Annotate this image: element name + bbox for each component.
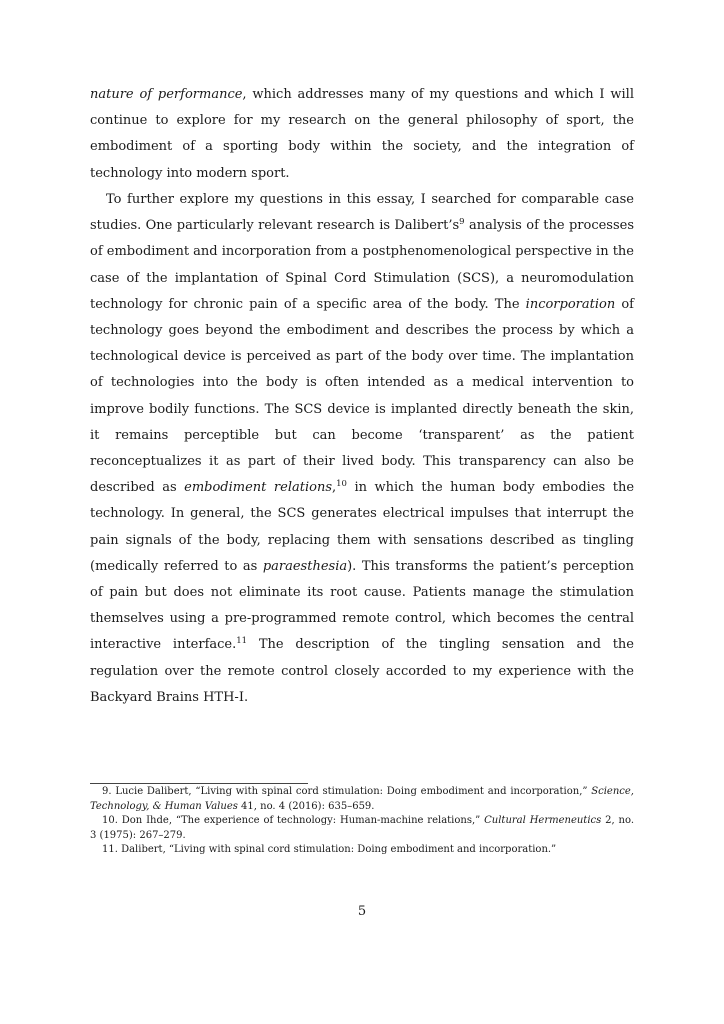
footnote-ref-11[interactable]: 11 bbox=[236, 636, 248, 647]
footnote-9 bbox=[90, 785, 634, 814]
footnote-ref-10[interactable]: 10 bbox=[336, 479, 347, 490]
paragraph-2-sentence-1: To further explore my questions in this essay, I searched for comparable case studies. One particularly relevant research is Dalibert’s bbox=[90, 192, 634, 234]
footnote-9-tail: 41, no. 4 (2016): 635–659. bbox=[237, 800, 375, 812]
footnote-ref-9[interactable]: 9 bbox=[459, 217, 465, 228]
page-number: 5 bbox=[357, 904, 367, 919]
footnote-10-tail: 2, no. 3 (1975): 267–279. bbox=[90, 815, 634, 841]
footnote-10-journal: Cultural Hermeneutics bbox=[484, 815, 602, 826]
paragraph-2-sentence-2: analysis of the processes of embodiment and incorporation from a postphenomenological perspective in the case of the implantation of Spinal Cord Stimulation (SCS), a neuromodulation technology for chronic pain of a specific area of the body. The bbox=[90, 218, 634, 312]
footnote-9-journal: Science, Technology, & Human Values bbox=[90, 786, 634, 812]
footnote-divider bbox=[90, 783, 308, 784]
footnotes bbox=[90, 785, 634, 858]
emphasis-incorporation: incorporation bbox=[525, 296, 616, 312]
footnote-11 bbox=[90, 843, 634, 858]
paragraph-2-sentence-7: The description of the tingling sensation and the regulation over the remote control closely accorded to my experience with the Backyard Brains HTH-I. bbox=[90, 637, 634, 705]
paragraph-2-sentence-5: in which the human body embodies the technology. In general, the SCS generates electrical impulses that interrupt the pain signals of the body, replacing them with sensations described as tingling (medically referred to as bbox=[90, 480, 635, 574]
footnote-11-text: 11. Dalibert, “Living with spinal cord stimulation: Doing embodiment and incorporation.” bbox=[102, 844, 557, 855]
emphasis-embodiment-relations: embodiment relations bbox=[184, 480, 332, 496]
body-paragraph-1 bbox=[90, 82, 634, 187]
emphasis-paraesthesia: paraesthesia bbox=[262, 558, 348, 574]
paragraph-2-sentence-6: ). This transforms the patient’s perception of pain but does not eliminate its root cause. Patients manage the stimulation themselves using a pre-programmed remote control, which becomes the central interactive interface. bbox=[90, 558, 634, 653]
footnote-10-text: 10. Don Ihde, “The experience of technology: Human-machine relations,” bbox=[102, 815, 485, 826]
paragraph-2-comma: , bbox=[332, 480, 337, 496]
footnote-10 bbox=[90, 814, 634, 843]
footnote-9-text: 9. Lucie Dalibert, “Living with spinal cord stimulation: Doing embodiment and incorporation,” bbox=[102, 786, 592, 797]
paragraph-2-sentence-3: of technology goes beyond the embodiment and describes the process by which a technological device is perceived as part of the body over time. The implantation of technologies into the body is often intended as a medical intervention to improve bodily functions. The SCS device is implanted directly beneath the skin, it remains perceptible but can become ‘transparent’ as the patient reconceptualizes it as part of their lived body. This transparency can also be described as bbox=[90, 296, 634, 496]
paragraph-1-text: , which addresses many of my questions and which I will continue to explore for my research on the general philosophy of sport, the embodiment of a sporting body within the society, and the integration of technology into modern sport. bbox=[90, 87, 634, 181]
emphasis-nature-of-performance: nature of performance bbox=[90, 87, 243, 102]
body-paragraph-2 bbox=[90, 187, 634, 711]
